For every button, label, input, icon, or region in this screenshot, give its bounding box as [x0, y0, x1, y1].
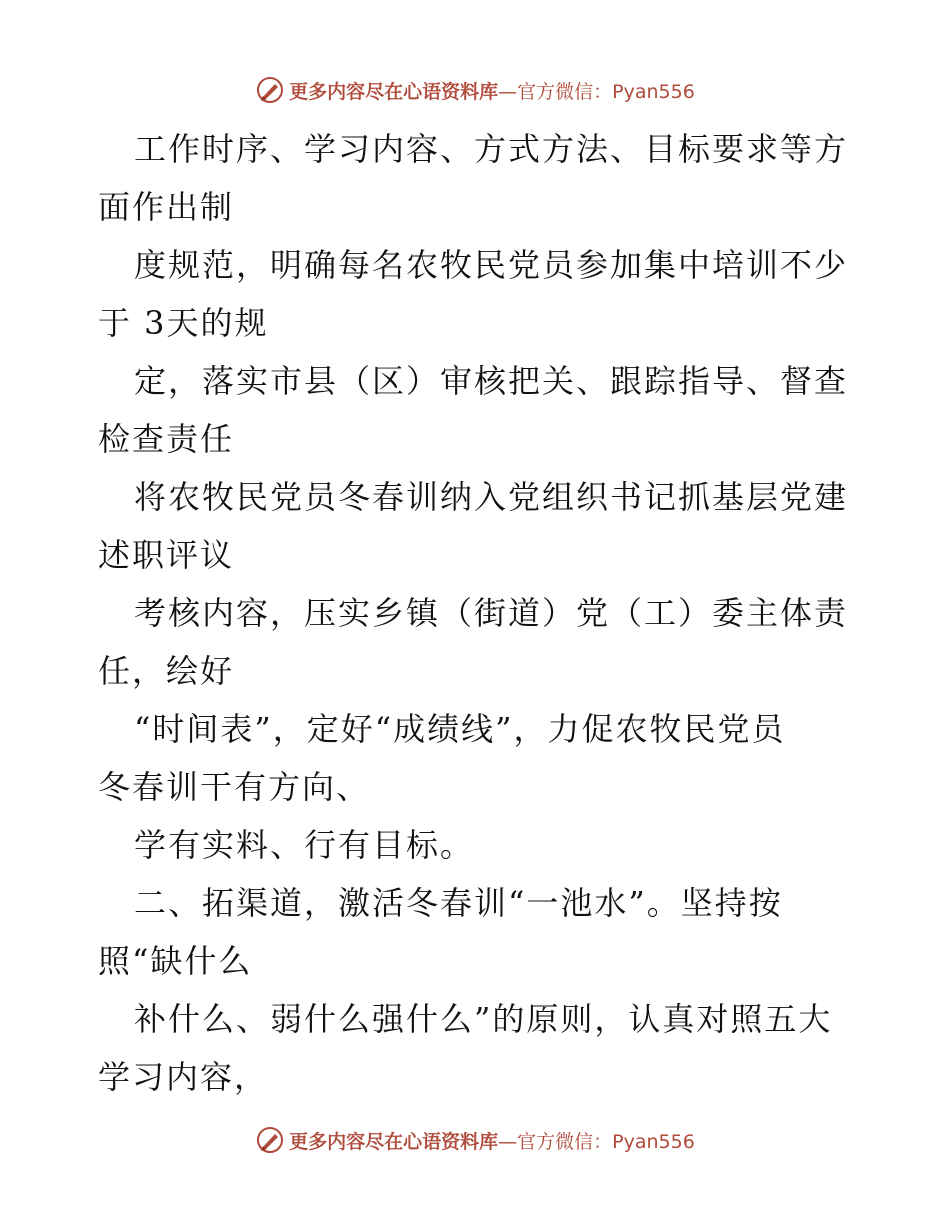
text-line: 任，绘好: [98, 652, 235, 690]
text-line: “时间表”，定好“成绩线”，力促农牧民党员: [134, 710, 786, 748]
document-body: [98, 120, 858, 1106]
text-line: 冬春训干有方向、: [98, 768, 371, 806]
pen-logo-icon: [255, 75, 285, 105]
text-line: 学有实料、行有目标。: [134, 826, 475, 864]
text-line: 学习内容，: [98, 1058, 269, 1096]
footer-banner-title: 更多内容尽在心语资料库: [289, 1130, 499, 1153]
text-line: 照“缺什么: [98, 942, 253, 980]
header-banner-title: 更多内容尽在心语资料库: [289, 80, 499, 103]
text-line: 补什么、弱什么强什么”的原则，认真对照五大: [134, 1000, 833, 1038]
header-banner: [0, 72, 950, 108]
footer-banner-wechat: —官方微信：Pyan556: [498, 1130, 695, 1153]
footer-banner: [0, 1122, 950, 1158]
text-line: 述职评议: [98, 536, 235, 574]
text-line: 于 3天的规: [98, 304, 269, 342]
pen-logo-icon: [255, 1125, 285, 1155]
text-line: 考核内容，压实乡镇（街道）党（工）委主体责: [134, 594, 849, 632]
text-line: 检查责任: [98, 420, 235, 458]
text-line: 度规范，明确每名农牧民党员参加集中培训不少: [134, 246, 849, 284]
text-line: 二、拓渠道，激活冬春训“一池水”。坚持按: [134, 884, 783, 922]
text-line: 工作时序、学习内容、方式方法、目标要求等方: [134, 130, 849, 168]
header-banner-wechat: —官方微信：Pyan556: [498, 80, 695, 103]
text-line: 定，落实市县（区）审核把关、跟踪指导、督查: [134, 362, 849, 400]
text-line: 将农牧民党员冬春训纳入党组织书记抓基层党建: [134, 478, 849, 516]
text-line: 面作出制: [98, 188, 235, 226]
